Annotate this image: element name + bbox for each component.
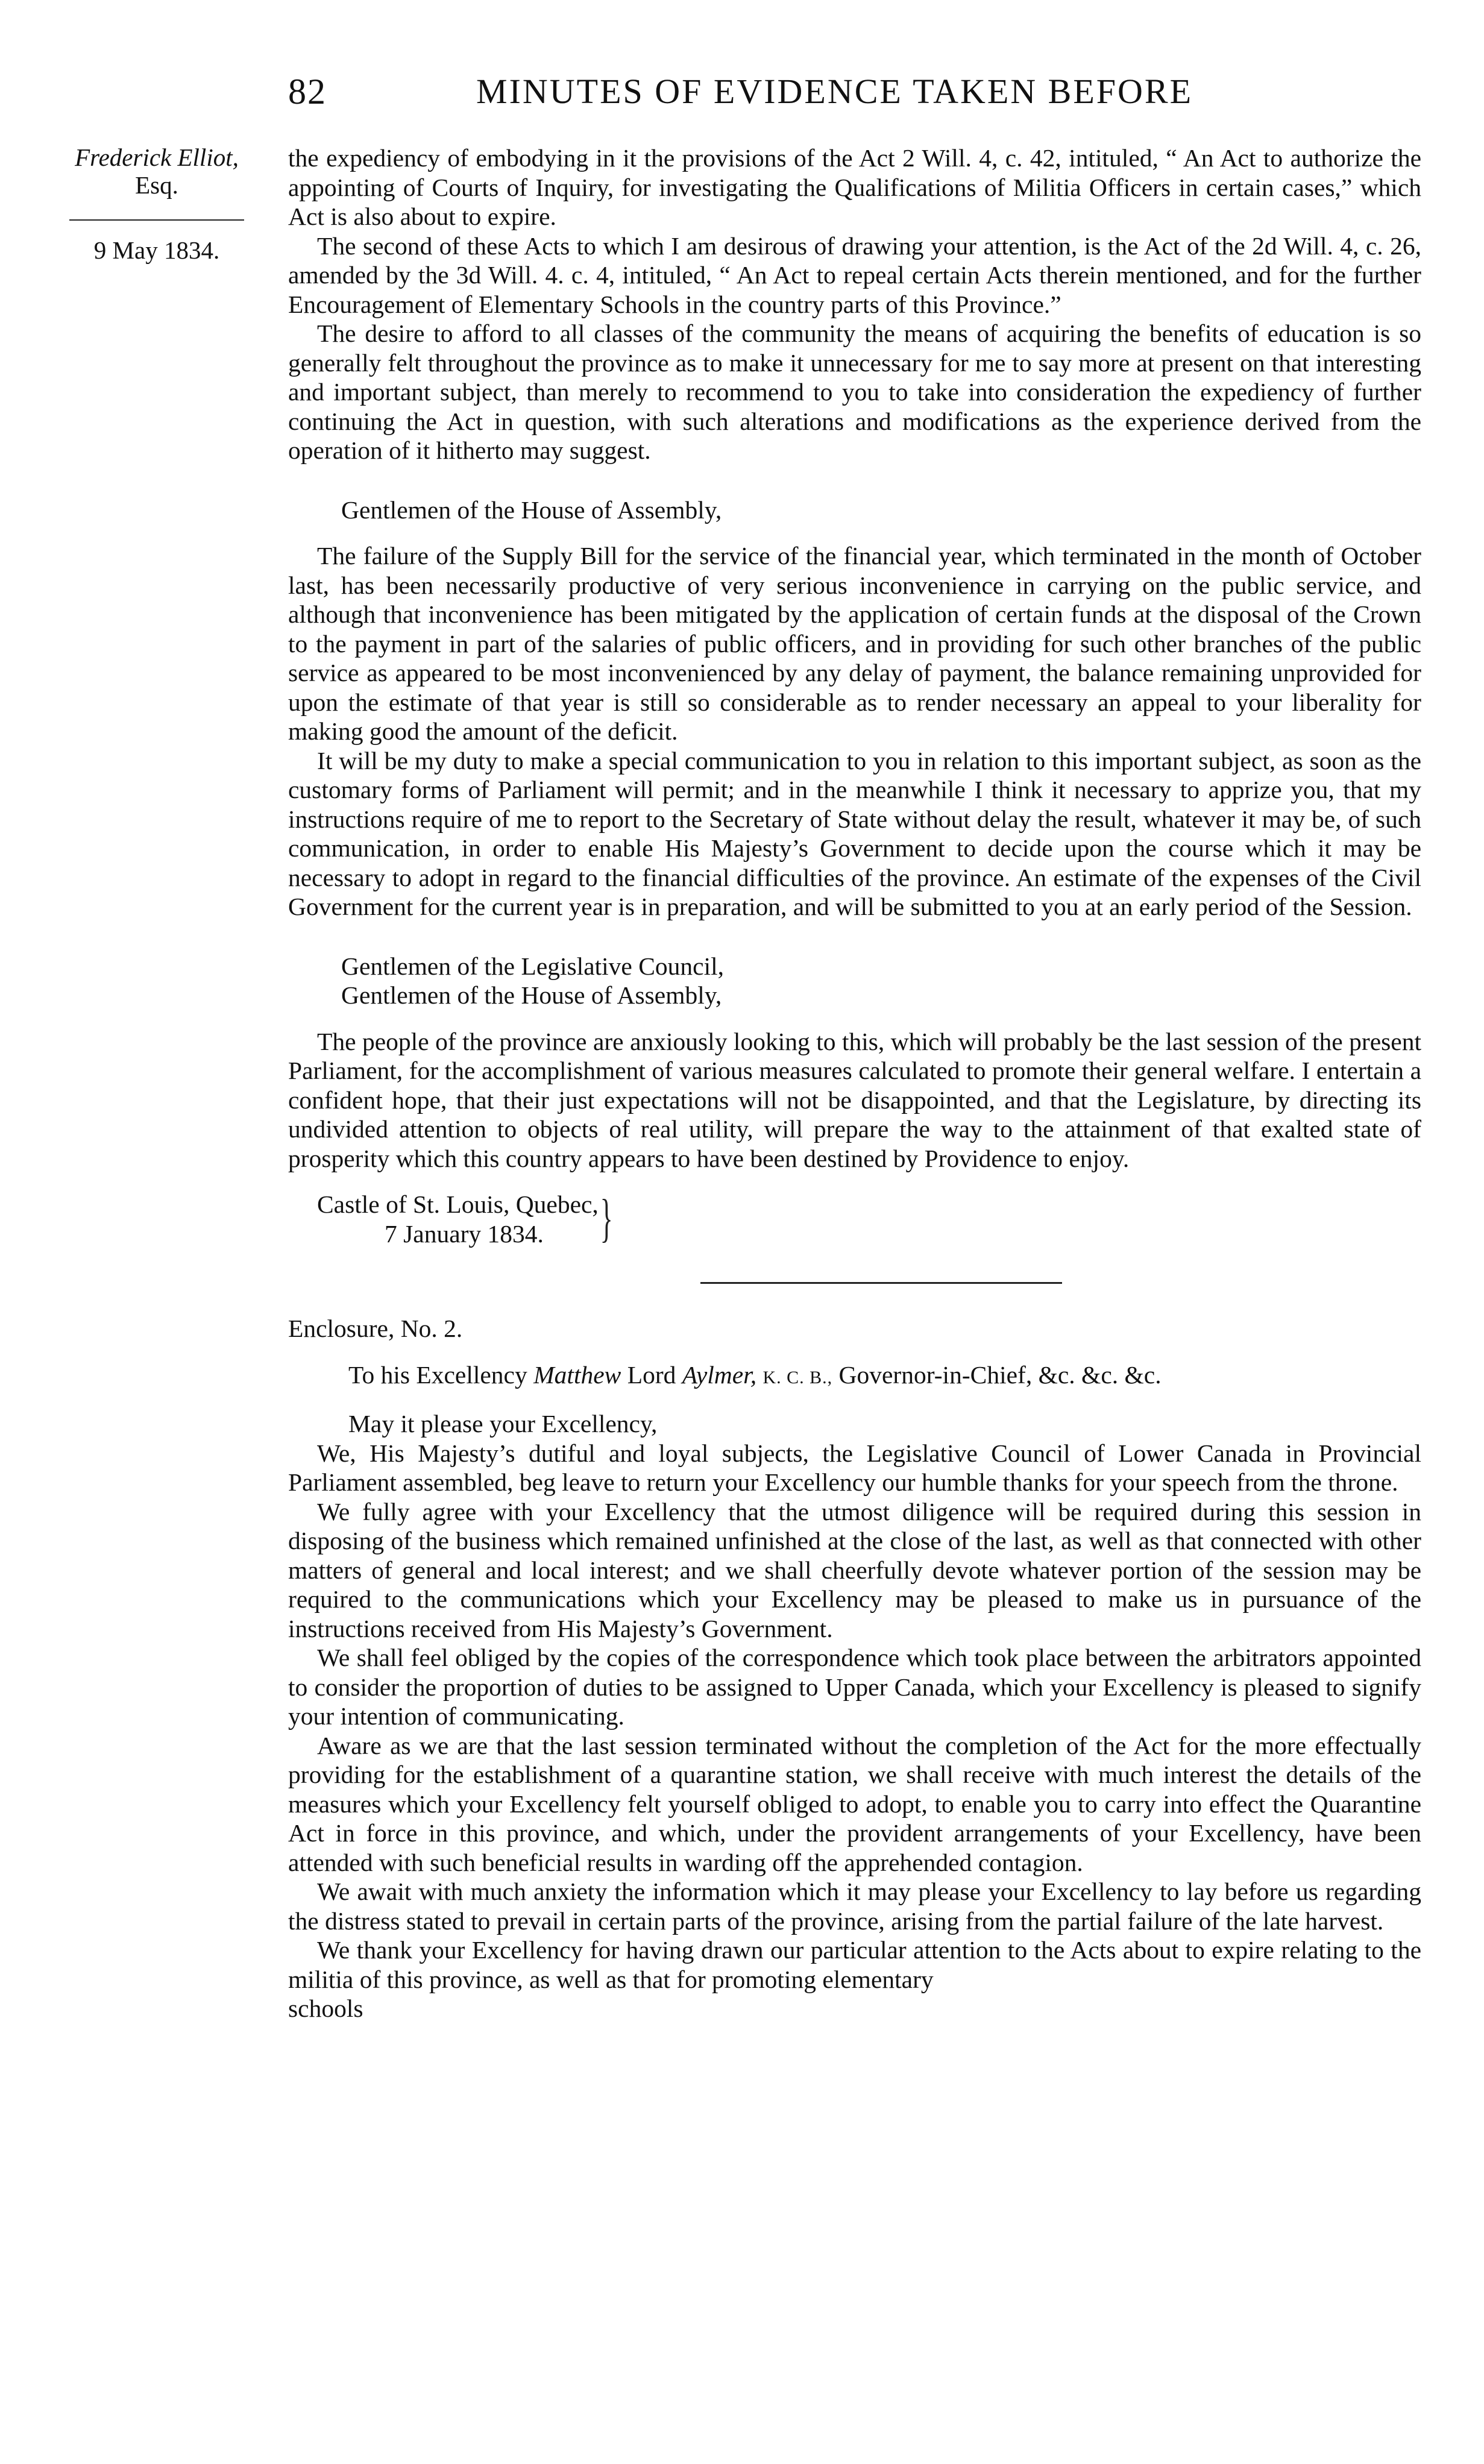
address-heading: Gentlemen of the House of Assembly,	[341, 495, 722, 524]
body-text	[288, 143, 1421, 2023]
page-header	[0, 71, 1484, 119]
witness-name: Frederick Elliot,	[75, 143, 239, 171]
signature-block	[317, 1190, 1421, 1248]
address-heading: Gentlemen of the House of Assembly,	[341, 981, 722, 1009]
margin-divider	[69, 219, 244, 221]
sign-place: Castle of St. Louis, Quebec,	[317, 1190, 599, 1218]
paragraph: The failure of the Supply Bill for the service of the financial year, which terminated in the month of October last, has been necessarily productive of very serious inconvenience in carrying on the public service, and although that inconvenience has been mitigated by the application of certain funds at the disposal of the Crown to the payment in part of the salaries of public officers, and in providing for such other branches of the public service as appeared to be most inconvenienced by any delay of payment, the balance remaining unprovided for upon the estimate of that year is still so considerable as to render necessary an appeal to your liberality for making good the amount of the deficit.	[288, 542, 1421, 745]
paragraph: It will be my duty to make a special communication to you in relation to this important subject, as soon as the customary forms of Parliament will permit; and in the meanwhile I think it necessary to apprize you, that my instructions require of me to report to the Secretary of State without delay the result, whatever it may be, of such communication, in order to enable His Majesty’s Government to decide upon the course which it may be necessary to adopt in regard to the financial difficulties of the province. An estimate of the expenses of the Civil Government for the current year is in preparation, and will be submitted to you at an early period of the Session.	[288, 746, 1421, 920]
paragraph: We fully agree with your Excellency that the utmost diligence will be required during this session in disposing of the business which remained unfinished at the close of the last, as well as that connected with other matters of general and local interest; and we shall cheerfully devote whatever portion of the session may be required to the communications which your Excellency may be pleased to make us in pursuance of the instructions received from His Majesty’s Government.	[288, 1497, 1421, 1642]
salutation: May it please your Excellency,	[348, 1410, 658, 1438]
evidence-date: 9 May 1834.	[93, 236, 220, 264]
section-divider	[700, 1282, 1062, 1284]
paragraph: We, His Majesty’s dutiful and loyal subjects, the Legislative Council of Lower Canada in Provincial Parliament assembled, beg leave to return your Excellency our humble thanks for your speech from the throne.	[288, 1439, 1421, 1496]
paragraph: Aware as we are that the last session terminated without the completion of the Act for the more effectually providing for the establishment of a quarantine station, we shall receive with much interest the details of the measures which your Excellency felt yourself obliged to adopt, to enable you to carry into effect the Quarantine Act in force in this province, and which, under the provident arrangements of your Excellency, have been attended with such beneficial results in warding off the apprehended contagion.	[288, 1731, 1421, 1876]
catchword: schools	[288, 1994, 363, 2022]
brace-mark: }	[600, 1189, 613, 1248]
running-title: MINUTES OF EVIDENCE TAKEN BEFORE	[476, 72, 1193, 111]
sign-date: 7 January 1834.	[385, 1219, 544, 1248]
margin-note	[54, 143, 259, 264]
paragraph: We thank your Excellency for having drawn our particular attention to the Acts about to expire relating to the militia of this province, as well as that for promoting elementary	[288, 1936, 1421, 1993]
paragraph: The people of the province are anxiously looking to this, which will probably be the last session of the present Parliament, for the accomplishment of various measures calculated to promote their general welfare. I entertain a confident hope, that their just expectations will not be disappointed, and that the Legislature, by directing its undivided attention to objects of real utility, will prepare the way to the attainment of that exalted state of prosperity which this country appears to have been destined by Providence to enjoy.	[288, 1027, 1421, 1172]
enclosure-address: To his Excellency Matthew Lord Aylmer, K. C. B., Governor-in-Chief, &c. &c. &c.	[348, 1360, 1162, 1389]
paragraph: The second of these Acts to which I am desirous of drawing your attention, is the Act of the 2d Will. 4, c. 26, amended by the 3d Will. 4. c. 4, intituled, “ An Act to repeal certain Acts therein mentioned, and for the further Encouragement of Elementary Schools in the country parts of this Province.”	[288, 231, 1421, 318]
paragraph: The desire to afford to all classes of the community the means of acquiring the benefits of education is so generally felt throughout the province as to make it unnecessary for me to say more at present on that interesting and important subject, than merely to recommend to you to take into consideration the expediency of further continuing the Act in question, with such alterations and modifications as the experience derived from the operation of it hitherto may suggest.	[288, 319, 1421, 464]
witness-suffix: Esq.	[135, 171, 178, 199]
address-heading: Gentlemen of the Legislative Council,	[341, 952, 725, 980]
paragraph: We shall feel obliged by the copies of the correspondence which took place between the arbitrators appointed to consider the proportion of duties to be assigned to Upper Canada, which your Excellency is pleased to signify your intention of communicating.	[288, 1644, 1421, 1730]
paragraph: We await with much anxiety the information which it may please your Excellency to lay before us regarding the distress stated to prevail in certain parts of the province, arising from the partial failure of the late harvest.	[288, 1878, 1421, 1935]
page-number: 82	[288, 72, 327, 112]
enclosure-title: Enclosure, No. 2.	[288, 1315, 463, 1342]
paragraph: the expediency of embodying in it the provisions of the Act 2 Will. 4, c. 42, intituled, “ An Act to authorize the appointing of Courts of Inquiry, for investigating the Qualifications of Militia Officers in certain cases,” which Act is also about to expire.	[288, 144, 1421, 230]
